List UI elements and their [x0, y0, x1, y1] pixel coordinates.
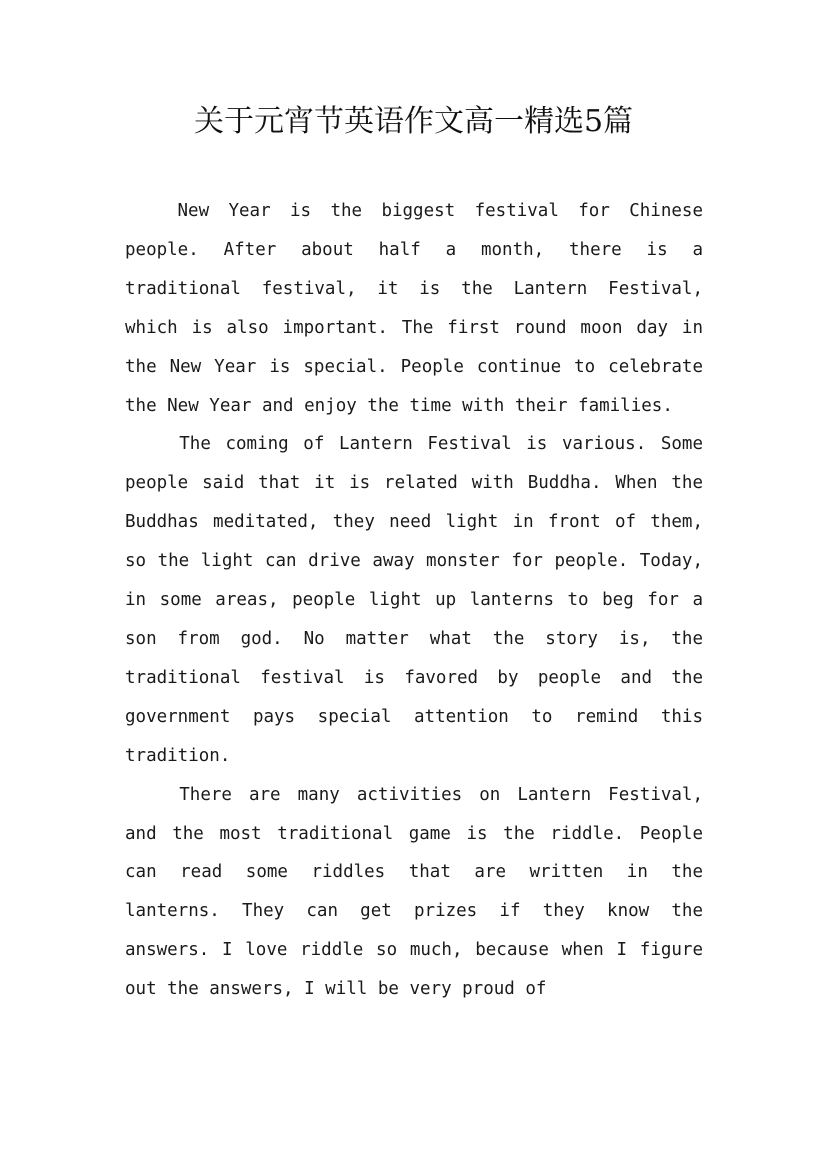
- document-body: [125, 192, 703, 1009]
- paragraph-3: There are many activities on Lantern Festival, and the most traditional game is the riddle. People can read some riddles that are written in the lanterns. They can get prizes if they know the answers. I love riddle so much, because when I figure out the answers, I will be very proud of: [125, 784, 703, 1000]
- paragraph-2: The coming of Lantern Festival is various. Some people said that it is related with Buddha. When the Buddhas meditated, they need light in front of them, so the light can drive away monster for people. Today, in some areas, people light up lanterns to beg for a son from god. No matter what the story is, the traditional festival is favored by people and the government pays special attention to remind this tradition.: [125, 434, 703, 766]
- document-title: 关于元宵节英语作文高一精选5篇: [193, 104, 634, 139]
- paragraph-1: New Year is the biggest festival for Chinese people. After about half a month, there is a traditional festival, it is the Lantern Festival, which is also important. The first round moon day in the New Year is special. People continue to celebrate the New Year and enjoy the time with their families.: [125, 201, 703, 416]
